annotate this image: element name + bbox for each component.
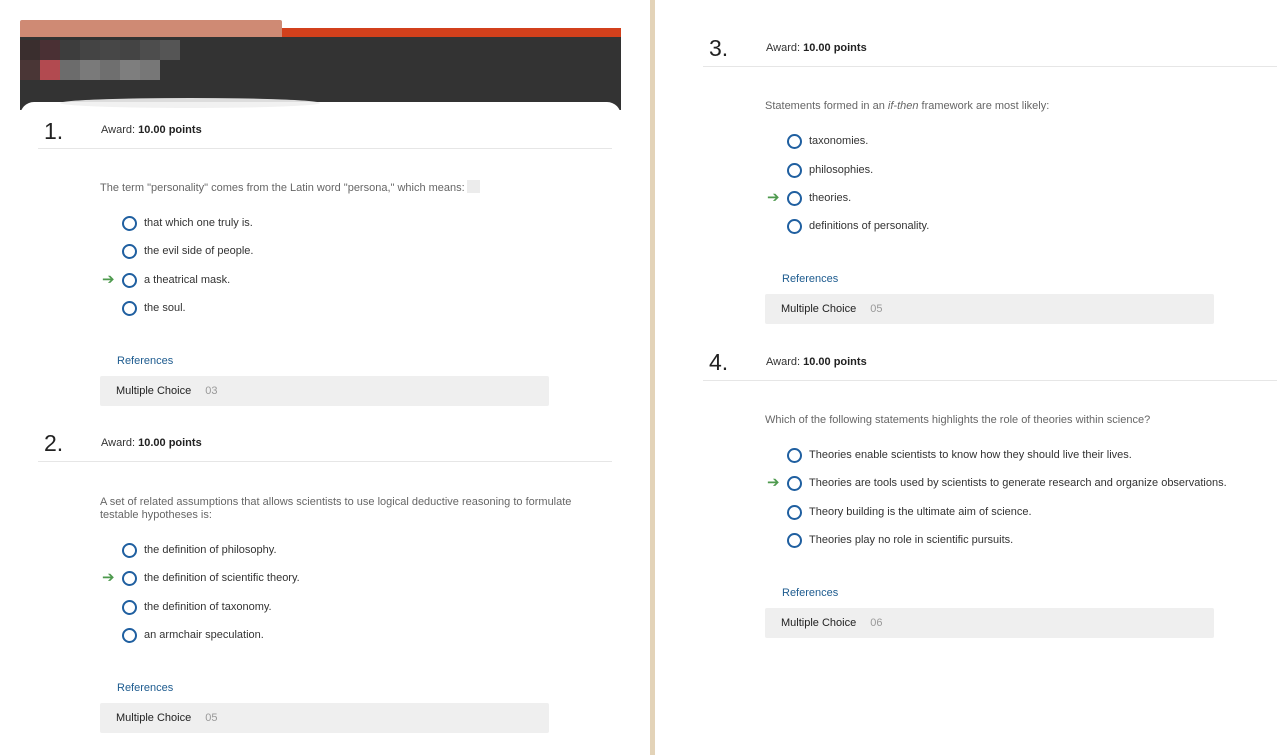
q1-option-2[interactable]: the evil side of people.	[122, 241, 253, 261]
question-type-bar: Multiple Choice 03	[100, 376, 549, 406]
q3-option-1[interactable]: taxonomies.	[787, 131, 868, 151]
question-3-number: 3.	[709, 35, 729, 61]
arrow-right-icon: ➔	[102, 271, 115, 288]
references-link[interactable]: References	[117, 355, 174, 367]
radio-unselected-icon[interactable]	[787, 448, 802, 463]
q3-option-4[interactable]: definitions of personality.	[787, 216, 929, 236]
radio-unselected-icon[interactable]	[122, 273, 137, 288]
divider	[703, 380, 1277, 381]
question-1-text: The term "personality" comes from the Latin word "persona," which means:	[100, 182, 465, 194]
right-page-panel	[655, 0, 1277, 755]
divider	[703, 66, 1277, 67]
radio-unselected-icon[interactable]	[787, 505, 802, 520]
references-link[interactable]: References	[782, 587, 839, 599]
radio-unselected-icon[interactable]	[787, 476, 802, 491]
radio-unselected-icon[interactable]	[787, 533, 802, 548]
q4-option-1[interactable]: Theories enable scientists to know how they should live their lives.	[787, 445, 1132, 465]
q4-option-3[interactable]: Theory building is the ultimate aim of science.	[787, 502, 1032, 522]
q1-option-3[interactable]: a theatrical mask.	[122, 270, 230, 290]
text-cursor-highlight	[467, 180, 480, 193]
header-banner	[20, 20, 621, 110]
radio-unselected-icon[interactable]	[787, 163, 802, 178]
q2-option-4[interactable]: an armchair speculation.	[122, 625, 264, 645]
radio-unselected-icon[interactable]	[122, 628, 137, 643]
question-4-text: Which of the following statements highlights the role of theories within science?	[765, 414, 1151, 426]
q4-option-2[interactable]: Theories are tools used by scientists to generate research and organize observations.	[787, 473, 1227, 493]
radio-unselected-icon[interactable]	[122, 571, 137, 586]
question-type-bar: Multiple Choice 05	[765, 294, 1214, 324]
q2-option-1[interactable]: the definition of philosophy.	[122, 540, 277, 560]
q3-option-2[interactable]: philosophies.	[787, 160, 873, 180]
question-2-text: A set of related assumptions that allows scientists to use logical deductive reasoning to formulate testable hypotheses is:	[100, 496, 572, 521]
radio-unselected-icon[interactable]	[122, 216, 137, 231]
radio-unselected-icon[interactable]	[122, 301, 137, 316]
question-type-bar: Multiple Choice 06	[765, 608, 1214, 638]
radio-unselected-icon[interactable]	[122, 600, 137, 615]
q3-option-3[interactable]: theories.	[787, 188, 851, 208]
references-link[interactable]: References	[782, 273, 839, 285]
arrow-right-icon: ➔	[102, 569, 115, 586]
question-4-number: 4.	[709, 349, 729, 375]
radio-unselected-icon[interactable]	[787, 134, 802, 149]
arrow-right-icon: ➔	[767, 189, 780, 206]
divider	[38, 148, 612, 149]
radio-unselected-icon[interactable]	[122, 543, 137, 558]
question-2-award: Award: 10.00 points	[101, 437, 202, 449]
divider	[38, 461, 612, 462]
q4-option-4[interactable]: Theories play no role in scientific pursuits.	[787, 530, 1013, 550]
question-2-number: 2.	[44, 430, 64, 456]
question-1-award: Award: 10.00 points	[101, 124, 202, 136]
banner-stripe	[282, 28, 621, 37]
question-3-award: Award: 10.00 points	[766, 42, 867, 54]
question-type-bar: Multiple Choice 05	[100, 703, 549, 733]
references-link[interactable]: References	[117, 682, 174, 694]
q1-option-4[interactable]: the soul.	[122, 298, 186, 318]
q2-option-3[interactable]: the definition of taxonomy.	[122, 597, 272, 617]
q2-option-2[interactable]: the definition of scientific theory.	[122, 568, 300, 588]
radio-unselected-icon[interactable]	[787, 219, 802, 234]
arrow-right-icon: ➔	[767, 474, 780, 491]
radio-unselected-icon[interactable]	[122, 244, 137, 259]
question-1-number: 1.	[44, 118, 64, 144]
question-4-award: Award: 10.00 points	[766, 356, 867, 368]
radio-unselected-icon[interactable]	[787, 191, 802, 206]
question-3-text: Statements formed in an if-then framework are most likely:	[765, 100, 1050, 112]
q1-option-1[interactable]: that which one truly is.	[122, 213, 253, 233]
